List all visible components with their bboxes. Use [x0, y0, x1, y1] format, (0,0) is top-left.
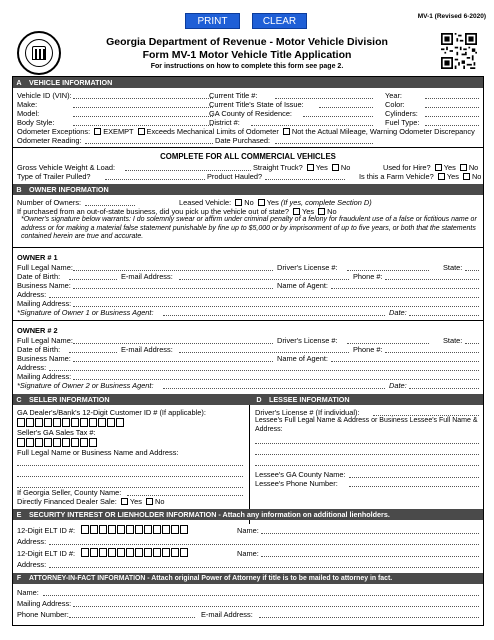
owner1-signature-label: *Signature of Owner 1 or Business Agent:	[17, 308, 154, 317]
financed-no-checkbox[interactable]	[146, 498, 153, 505]
owner2-business-label: Business Name:	[17, 354, 71, 363]
elt2-boxes[interactable]	[81, 548, 189, 557]
section-a-header: A VEHICLE INFORMATION	[13, 77, 483, 88]
ga-county-field[interactable]	[303, 116, 373, 117]
lessee-name-line-1[interactable]	[255, 443, 479, 444]
lien1-address-label: Address:	[17, 537, 47, 546]
exempt-checkbox[interactable]	[94, 128, 101, 135]
lessee-dl-field[interactable]	[373, 415, 479, 416]
lien2-name-label: Name:	[237, 549, 259, 558]
elt1-boxes[interactable]	[81, 525, 189, 534]
farm-vehicle-row: Is this a Farm Vehicle? Yes No	[359, 172, 482, 181]
owner-warning-text: *Owner's signature below warrants: I do solemnly swear or affirm under criminal penalty of a felony for fraudulent use of a false or fictitious name or address or for making a material false statement punishable by fine up to $5,000 or by imprisonment of up to five years, or both that the statements contained herein are true and accurate.	[21, 216, 477, 241]
owner1-signature-field[interactable]	[163, 315, 385, 316]
lien2-name-field[interactable]	[261, 556, 479, 557]
seller-name-line-1[interactable]	[17, 465, 243, 466]
attorney-mailing-field[interactable]	[73, 606, 479, 607]
trailer-field[interactable]	[105, 179, 205, 180]
owner2-date-field[interactable]	[409, 388, 479, 389]
model-field[interactable]	[73, 116, 213, 117]
body-style-label: Body Style:	[17, 118, 55, 127]
current-title-label: Current Title #:	[209, 91, 258, 100]
date-purchased-label: Date Purchased:	[215, 136, 271, 145]
color-field[interactable]	[425, 107, 479, 108]
leased-no-checkbox[interactable]	[235, 199, 242, 206]
attorney-email-label: E-mail Address:	[201, 610, 253, 619]
lien1-name-field[interactable]	[261, 533, 479, 534]
owner1-name-field[interactable]	[73, 270, 273, 271]
district-label: District #:	[209, 118, 240, 127]
lessee-dl-label: Driver's License # (If individual):	[255, 408, 360, 417]
section-b-header: B OWNER INFORMATION	[13, 184, 483, 195]
title-state-label: Current Title's State of Issue:	[209, 100, 304, 109]
leased-vehicle-row: Leased Vehicle: No Yes (If yes, complete Section D)	[179, 198, 372, 207]
owner2-heading: OWNER # 2	[17, 326, 58, 335]
owner2-email-field[interactable]	[179, 352, 349, 353]
commercial-vehicles-title: COMPLETE FOR ALL COMMERCIAL VEHICLES	[160, 152, 336, 161]
owner1-address-label: Address:	[17, 290, 47, 299]
odometer-reading-field[interactable]	[85, 143, 213, 144]
agency-title: Georgia Department of Revenue - Motor Vehicle Division	[106, 36, 388, 48]
lessee-name-line-3[interactable]	[255, 465, 479, 466]
farm-yes-checkbox[interactable]	[438, 173, 445, 180]
section-e-header: E SECURITY INTEREST OR LIENHOLDER INFORMATION - Attach any information on additional lienholders.	[13, 509, 483, 520]
lien2-address-label: Address:	[17, 560, 47, 569]
current-title-field[interactable]	[275, 98, 373, 99]
owner2-state-field[interactable]	[465, 343, 479, 344]
owner1-dob-field[interactable]	[69, 279, 117, 280]
owner2-address-field[interactable]	[49, 370, 479, 371]
owner1-mailing-label: Mailing Address:	[17, 299, 72, 308]
section-c-d-header: C SELLER INFORMATION D LESSEE INFORMATION	[13, 394, 483, 405]
owner2-phone-field[interactable]	[385, 352, 479, 353]
owner1-dl-field[interactable]	[347, 270, 429, 271]
dealer-id-label: GA Dealer's/Bank's 12-Digit Customer ID # (If applicable):	[17, 408, 206, 417]
form-number: MV-1 (Revised 6-2020)	[417, 13, 486, 20]
lien1-address-field[interactable]	[49, 544, 479, 545]
owner1-mailing-field[interactable]	[73, 306, 479, 307]
fuel-type-label: Fuel Type:	[385, 118, 420, 127]
owner1-state-field[interactable]	[465, 270, 479, 271]
straight-truck-row: Straight Truck? Yes No	[253, 163, 351, 172]
owner2-signature-label: *Signature of Owner 2 or Business Agent:	[17, 381, 154, 390]
attorney-phone-label: Phone Number:	[17, 610, 69, 619]
owner1-phone-label: Phone #:	[353, 272, 383, 281]
owner2-name-field[interactable]	[73, 343, 273, 344]
owner2-mailing-field[interactable]	[73, 379, 479, 380]
owner1-dl-label: Driver's License #:	[277, 263, 338, 272]
owner1-date-field[interactable]	[409, 315, 479, 316]
product-hauled-field[interactable]	[265, 179, 345, 180]
num-owners-label: Number of Owners:	[17, 198, 82, 207]
sales-tax-boxes[interactable]	[17, 438, 98, 447]
section-f-header: F ATTORNEY-IN-FACT INFORMATION - Attach original Power of Attorney if title is to be mailed to attorney in fact.	[13, 573, 483, 584]
lessee-name-line-2[interactable]	[255, 454, 479, 455]
owner2-dob-label: Date of Birth:	[17, 345, 61, 354]
vin-field[interactable]	[73, 98, 213, 99]
owner1-business-field[interactable]	[73, 288, 273, 289]
body-style-field[interactable]	[73, 125, 213, 126]
district-field[interactable]	[251, 125, 373, 126]
title-application-form	[12, 76, 484, 626]
lessee-phone-field[interactable]	[349, 486, 479, 487]
instructions-note: For instructions on how to complete this form see page 2.	[150, 63, 344, 70]
product-hauled-label: Product Hauled?	[207, 172, 263, 181]
owner2-date-label: Date:	[389, 381, 407, 390]
owner1-heading: OWNER # 1	[17, 253, 58, 262]
elt1-label: 12-Digit ELT ID #:	[17, 526, 76, 535]
straight-truck-no-checkbox[interactable]	[332, 164, 339, 171]
owner1-business-label: Business Name:	[17, 281, 71, 290]
fuel-type-field[interactable]	[425, 125, 479, 126]
seller-county-label: If Georgia Seller, County Name:	[17, 488, 122, 497]
owner2-agent-field[interactable]	[331, 361, 479, 362]
financed-sale-row: Directly Financed Dealer Sale: Yes No	[17, 497, 165, 506]
num-owners-field[interactable]	[85, 205, 135, 206]
color-label: Color:	[385, 100, 405, 109]
owner2-dl-field[interactable]	[347, 343, 429, 344]
make-field[interactable]	[73, 107, 213, 108]
owner2-mailing-label: Mailing Address:	[17, 372, 72, 381]
owner1-state-label: State:	[443, 263, 463, 272]
gvw-field[interactable]	[125, 170, 251, 171]
financed-yes-checkbox[interactable]	[121, 498, 128, 505]
hire-no-checkbox[interactable]	[460, 164, 467, 171]
owner2-state-label: State:	[443, 336, 463, 345]
attorney-email-field[interactable]	[259, 617, 479, 618]
elt2-label: 12-Digit ELT ID #:	[17, 549, 76, 558]
owner1-email-label: E-mail Address:	[121, 272, 173, 281]
owner2-business-field[interactable]	[73, 361, 273, 362]
clear-button[interactable]: CLEAR	[252, 13, 307, 29]
out-of-state-no-checkbox[interactable]	[318, 208, 325, 215]
owner2-phone-label: Phone #:	[353, 345, 383, 354]
used-for-hire-row: Used for Hire? Yes No	[383, 163, 479, 172]
lien1-name-label: Name:	[237, 526, 259, 535]
owner1-phone-field[interactable]	[385, 279, 479, 280]
owner2-dob-field[interactable]	[69, 352, 117, 353]
cylinders-field[interactable]	[425, 116, 479, 117]
owner2-email-label: E-mail Address:	[121, 345, 173, 354]
lessee-name-label: Lessee's Full Legal Name & Address or Business Lessee's Full Name & Address:	[255, 417, 478, 433]
straight-truck-yes-checkbox[interactable]	[307, 164, 314, 171]
print-button[interactable]: PRINT	[185, 13, 240, 29]
owner1-email-field[interactable]	[179, 279, 349, 280]
model-label: Model:	[17, 109, 40, 118]
attorney-mailing-label: Mailing Address:	[17, 599, 72, 608]
sales-tax-label: Seller's GA Sales Tax #:	[17, 428, 96, 437]
year-label: Year:	[385, 91, 402, 100]
seller-name-label: Full Legal Name or Business Name and Address:	[17, 448, 179, 457]
form-title: Form MV-1 Motor Vehicle Title Application	[142, 49, 352, 61]
lessee-county-label: Lessee's GA County Name:	[255, 470, 346, 479]
make-label: Make:	[17, 100, 38, 109]
owner1-date-label: Date:	[389, 308, 407, 317]
date-purchased-field[interactable]	[275, 143, 373, 144]
owner1-agent-field[interactable]	[331, 288, 479, 289]
owner2-address-label: Address:	[17, 363, 47, 372]
owner1-name-label: Full Legal Name:	[17, 263, 73, 272]
owner2-agent-label: Name of Agent:	[277, 354, 328, 363]
ga-county-label: GA County of Residence:	[209, 109, 292, 118]
lessee-phone-label: Lessee's Phone Number:	[255, 479, 338, 488]
out-of-state-row: If purchased from an out-of-state business, did you pick up the vehicle out of state? Yes No	[17, 207, 337, 216]
lessee-county-field[interactable]	[349, 477, 479, 478]
seller-name-line-2[interactable]	[17, 476, 243, 477]
owner2-signature-field[interactable]	[163, 388, 385, 389]
out-of-state-yes-checkbox[interactable]	[293, 208, 300, 215]
dealer-id-boxes[interactable]	[17, 418, 125, 427]
owner1-dob-label: Date of Birth:	[17, 272, 61, 281]
lien2-address-field[interactable]	[49, 567, 479, 568]
owner2-name-label: Full Legal Name:	[17, 336, 73, 345]
attorney-name-field[interactable]	[43, 595, 479, 596]
trailer-label: Type of Trailer Pulled?	[17, 172, 91, 181]
hire-yes-checkbox[interactable]	[435, 164, 442, 171]
title-state-field[interactable]	[319, 107, 373, 108]
odometer-reading-label: Odometer Reading:	[17, 136, 82, 145]
exceeds-limits-checkbox[interactable]	[138, 128, 145, 135]
owner1-address-field[interactable]	[49, 297, 479, 298]
vin-label: Vehicle ID (VIN):	[17, 91, 72, 100]
not-actual-mileage-checkbox[interactable]	[283, 128, 290, 135]
gvw-label: Gross Vehicle Weight & Load:	[17, 163, 116, 172]
attorney-name-label: Name:	[17, 588, 39, 597]
owner2-dl-label: Driver's License #:	[277, 336, 338, 345]
owner1-agent-label: Name of Agent:	[277, 281, 328, 290]
cylinders-label: Cylinders:	[385, 109, 418, 118]
odometer-exceptions-row: Odometer Exceptions: EXEMPT Exceeds Mechanical Limits of Odometer Not the Actual Mileage, Warning Odometer Discrepancy	[17, 127, 475, 136]
seller-county-field[interactable]	[127, 495, 243, 496]
attorney-phone-field[interactable]	[69, 617, 195, 618]
leased-yes-checkbox[interactable]	[258, 199, 265, 206]
qr-code-icon	[441, 33, 477, 69]
year-field[interactable]	[425, 98, 479, 99]
farm-no-checkbox[interactable]	[463, 173, 470, 180]
